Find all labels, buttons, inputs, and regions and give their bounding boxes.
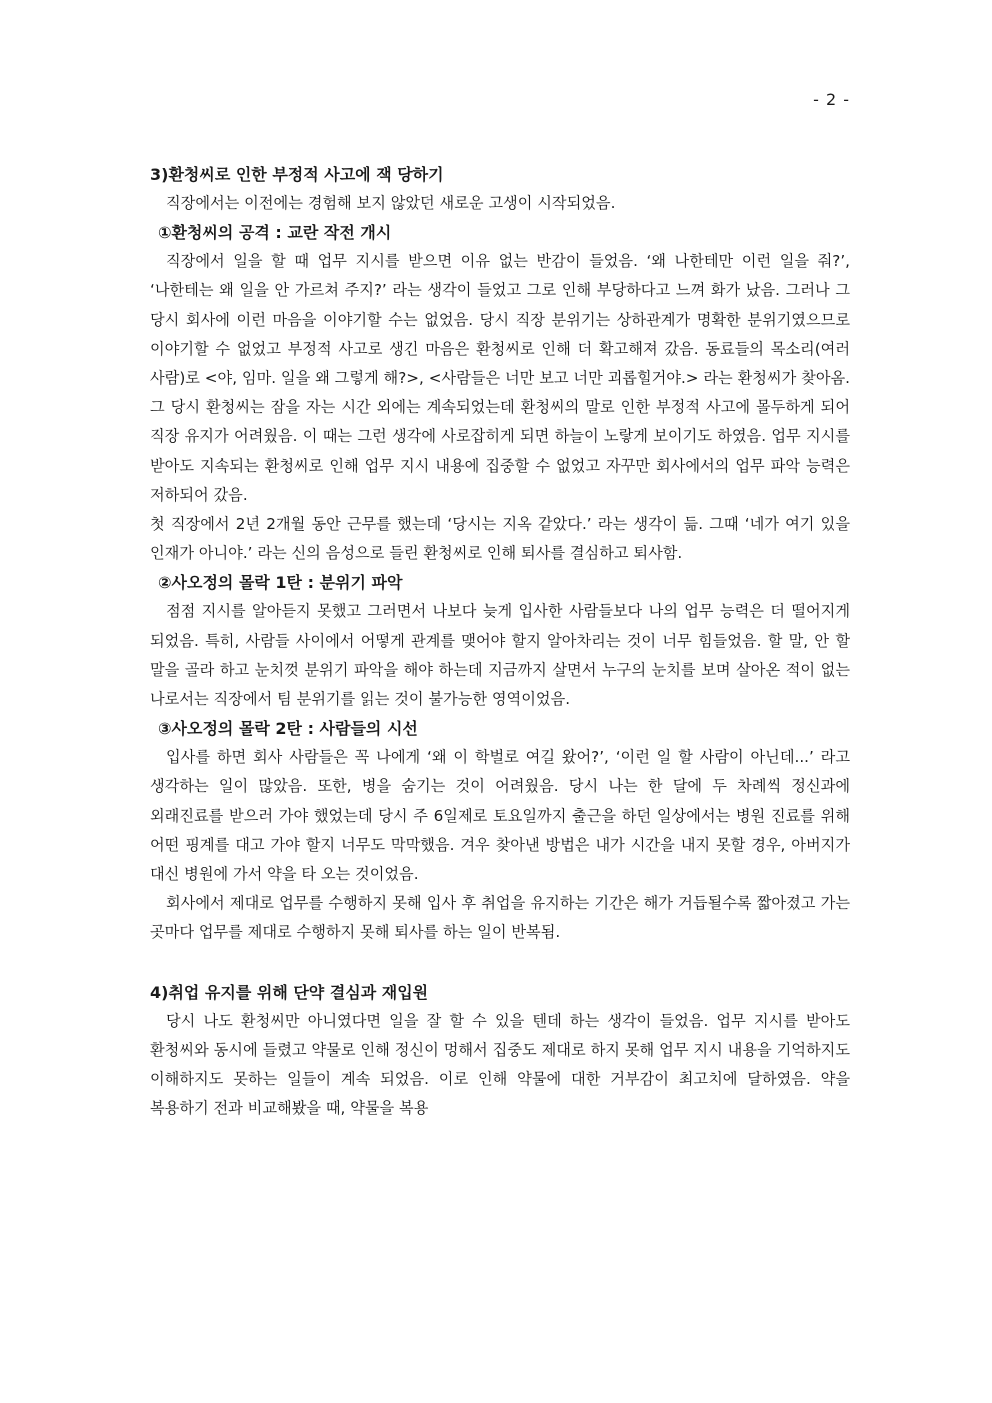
subsection-title: ③사오정의 몰락 2탄 : 사람들의 시선 (158, 719, 418, 739)
section-heading: 4)취업 유지를 위해 단약 결심과 재입원 (150, 982, 429, 1002)
section-intro: 직장에서는 이전에는 경험해 보지 않았던 새로운 고생이 시작되었음. (166, 194, 616, 212)
paragraph: 회사에서 제대로 업무를 수행하지 못해 입사 후 취업을 유지하는 기간은 해가 거듭될수록 짧아졌고 가는 곳마다 업무를 제대로 수행하지 못해 퇴사를 하는 일이 반복됨. (150, 894, 850, 942)
subsection-title: ②사오정의 몰락 1탄 : 분위기 파악 (158, 573, 403, 593)
paragraph: 입사를 하면 회사 사람들은 꼭 나에게 ‘왜 이 학벌로 여길 왔어?’, ‘이런 일 할 사람이 아닌데...’ 라고 생각하는 일이 많았음. 또한, 병을 숨기는 것이 어려웠음. 당시 나는 한 달에 두 차례씩 정신과에 외래진료를 받으러 가야 했었는데 당시 주 6일제로 토요일까지 출근을 하던 일상에서는 병원 진료를 위해 어떤 핑계를 대고 가야 할지 너무도 막막했음. 겨우 찾아낸 방법은 내가 시간을 내지 못할 경우, 아버지가 대신 병원에 가서 약을 타 오는 것이었음. (150, 748, 850, 884)
paragraph: 점점 지시를 알아듣지 못했고 그러면서 나보다 늦게 입사한 사람들보다 나의 업무 능력은 더 떨어지게 되었음. 특히, 사람들 사이에서 어떻게 관계를 맺어야 할지 알아차리는 것이 너무 힘들었음. 할 말, 안 할 말을 골라 하고 눈치껏 분위기 파악을 해야 하는데 지금까지 살면서 누구의 눈치를 보며 살아온 적이 없는 나로서는 직장에서 팀 분위기를 읽는 것이 불가능한 영역이었음. (150, 602, 850, 709)
subsection-title: ①환청씨의 공격 : 교란 작전 개시 (158, 223, 392, 243)
paragraph: 첫 직장에서 2년 2개월 동안 근무를 했는데 ‘당시는 지옥 같았다.’ 라는 생각이 듦. 그때 ‘네가 여기 있을 인재가 아니야.’ 라는 신의 음성으로 들린 환청씨로 인해 퇴사를 결심하고 퇴사함. (150, 515, 850, 563)
page-number: - 2 - (813, 90, 850, 109)
document-body (150, 160, 850, 1123)
paragraph: 당시 나도 환청씨만 아니였다면 일을 잘 할 수 있을 텐데 하는 생각이 들었음. 업무 지시를 받아도 환청씨와 동시에 들렸고 약물로 인해 정신이 멍해서 집중도 제대로 하지 못해 업무 지시 내용을 기억하지도 이해하지도 못하는 일들이 계속 되었음. 이로 인해 약물에 대한 거부감이 최고치에 달하였음. 약을 복용하기 전과 비교해봤을 때, 약물을 복용 (150, 1011, 850, 1118)
paragraph: 직장에서 일을 할 때 업무 지시를 받으면 이유 없는 반감이 들었음. ‘왜 나한테만 이런 일을 줘?’, ‘나한테는 왜 일을 안 가르쳐 주지?’ 라는 생각이 들었고 그로 인해 부당하다고 느껴 화가 났음. 그러나 그 당시 회사에 이런 마음을 이야기할 수는 없었음. 당시 직장 분위기는 상하관계가 명확한 분위기였으므로 이야기할 수 없었고 부정적 사고로 생긴 마음은 환청씨로 인해 더 확고해져 갔음. 동료들의 목소리(여러 사람)로 <야, 임마. 일을 왜 그렇게 해?>, <사람들은 너만 보고 너만 괴롭힐거야.> 라는 환청씨가 찾아옴. 그 당시 환청씨는 잠을 자는 시간 외에는 계속되었는데 환청씨의 말로 인한 부정적 사고에 몰두하게 되어 직장 유지가 어려웠음. 이 때는 그런 생각에 사로잡히게 되면 하늘이 노랗게 보이기도 하였음. 업무 지시를 받아도 지속되는 환청씨로 인해 업무 지시 내용에 집중할 수 없었고 자꾸만 회사에서의 업무 파악 능력은 저하되어 갔음. (150, 252, 850, 504)
section-spacer (150, 948, 850, 978)
section-heading: 3)환청씨로 인한 부정적 사고에 잭 당하기 (150, 165, 444, 184)
